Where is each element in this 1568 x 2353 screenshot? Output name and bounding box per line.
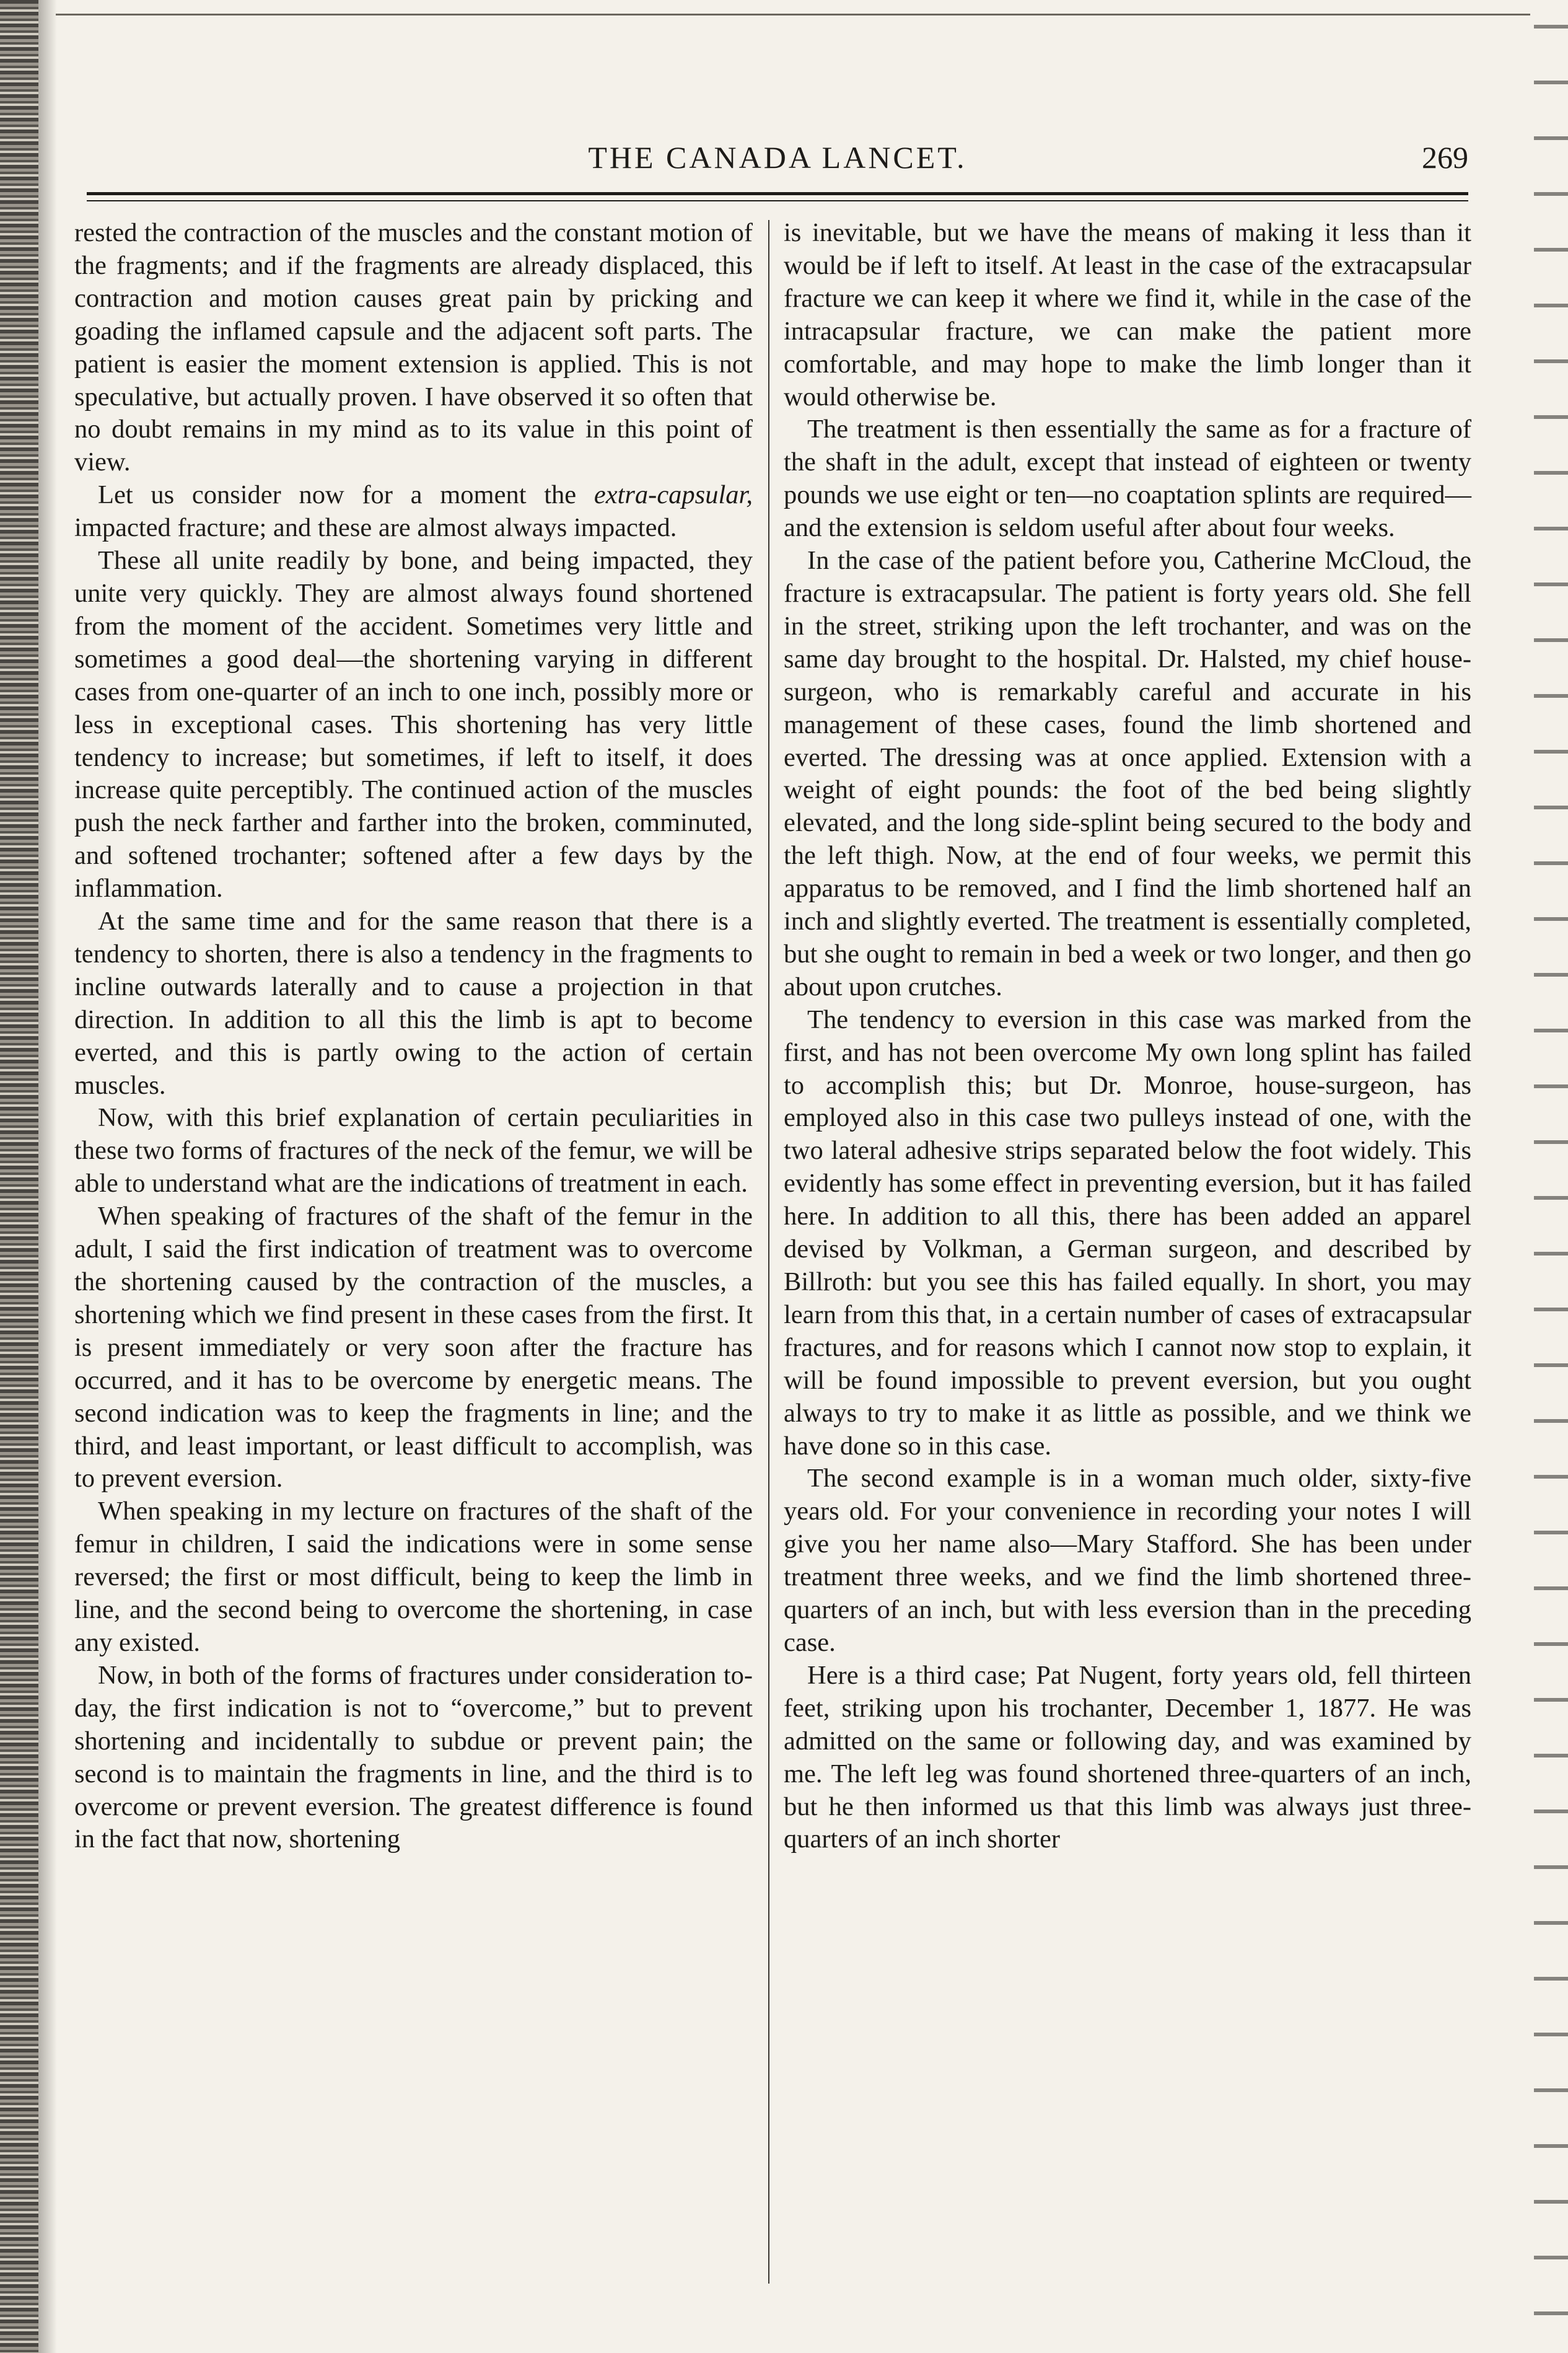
paragraph: These all unite readily by bone, and being impacted, they unite very quickly. They are almost always found shortened from the moment of the accident. Sometimes very little and sometimes a good deal—the shortening varying in different cases from one-quarter of an inch to one inch, possibly more or less in exceptional cases. This shortening has very little tendency to increase; but sometimes, if left to itself, it does increase quite perceptibly. The continued action of the muscles push the neck farther and farther into the broken, comminuted, and softened trochanter; softened after a few days by the inflammation. [74,546,753,904]
right-column [784,217,1471,1856]
paragraph: is inevitable, but we have the means of making it less than it would be if left to itself. At least in the case of the extracapsular fracture we can keep it where we find it, while in the case of the intracapsular fracture, we can make the patient more comfortable, and may hope to make the limb longer than it would otherwise be. [784,218,1471,411]
paragraph: The tendency to eversion in this case was marked from the first, and has not been overcome My own long splint has failed to accomplish this; but Dr. Monroe, house-surgeon, has employed also in this case two pulleys instead of one, with the two lateral adhesive strips separated below the foot widely. This evidently has some effect in preventing eversion, but it has failed here. In addition to all this, there has been added an apparel devised by Volkman, a German surgeon, and described by Billroth: but you see this has failed equally. In short, you may learn from this that, in a certain number of cases of extracapsular fractures, and for reasons which I cannot now stop to explain, it will be found impossible to prevent eversion, but you ought always to try to make it as little as possible, and we think we have done so in this case. [784,1005,1471,1461]
header-rule-thin [87,200,1468,201]
paragraph-text: Let us consider now for a moment the [98,480,594,510]
top-scan-line [56,14,1530,15]
column-divider [768,220,769,2284]
paragraph: When speaking of fractures of the shaft of the femur in the adult, I said the first indication of treatment was to overcome the shortening caused by the contraction of the muscles, a shortening which we find present in these cases from the first. It is present immediately or very soon after the fracture has occurred, and it has to be overcome by energetic means. The second indication was to keep the fragments in line; and the third, and least important, or least difficult to accomplish, was to prevent eversion. [74,1202,753,1493]
italic-term: extra-capsular, [593,480,753,510]
paragraph-text: impacted fracture; and these are almost always impacted. [74,513,677,543]
journal-title: THE CANADA LANCET. [588,140,967,175]
scan-edge-marks [1534,0,1568,2353]
paragraph: The treatment is then essentially the same as for a fracture of the shaft in the adult, except that instead of eighteen or twenty pounds we use eight or ten—no coaptation splints are required—and the extension is seldom useful after about four weeks. [784,415,1471,543]
paragraph: At the same time and for the same reason that there is a tendency to shorten, there is also a tendency in the fragments to incline outwards laterally and to cause a projection in that direction. In addition to all this the limb is apt to become everted, and this is partly owing to the action of certain muscles. [74,907,753,1100]
paragraph: When speaking in my lecture on fractures of the shaft of the femur in children, I said the indications were in some sense reversed; the first or most difficult, being to keep the limb in line, and the second being to overcome the shortening, in case any existed. [74,1497,753,1657]
paragraph: rested the contraction of the muscles and the constant motion of the fragments; and if the fragments are already displaced, this contraction and motion causes great pain by pricking and goading the inflamed capsule and the adjacent soft parts. The patient is easier the moment extension is applied. This is not speculative, but actually proven. I have observed it so often that no doubt remains in my mind as to its value in this point of view. [74,218,753,477]
paragraph: Here is a third case; Pat Nugent, forty years old, fell thirteen feet, striking upon his trochanter, December 1, 1877. He was admitted on the same or following day, and was examined by me. The left leg was found shortened three-quarters of an inch, but he then informed us that this limb was always just three-quarters of an inch shorter [784,1660,1471,1854]
paragraph [74,479,753,545]
page-number: 269 [1422,140,1468,175]
paragraph: The second example is in a woman much older, sixty-five years old. For your convenience in recording your notes I will give you her name also—Mary Stafford. She has been under treatment three weeks, and we find the limb shortened three-quarters of an inch, but with less eversion than in the preceding case. [784,1464,1471,1657]
binding-shadow [38,0,57,2353]
paragraph: Now, in both of the forms of fractures under consideration to-day, the first indication is not to “overcome,” but to prevent shortening and incidentally to subdue or prevent pain; the second is to maintain the fragments in line, and the third is to overcome or prevent eversion. The greatest difference is found in the fact that now, shortening [74,1660,753,1854]
paragraph: In the case of the patient before you, Catherine McCloud, the fracture is extracapsular. The patient is forty years old. She fell in the street, striking upon the left trochanter, and was on the same day brought to the hospital. Dr. Halsted, my chief house-surgeon, who is remarkably careful and accurate in his management of these cases, found the limb shortened and everted. The dressing was at once applied. Extension with a weight of eight pounds: the foot of the bed being slightly elevated, and the long side-splint being secured to the body and the left thigh. Now, at the end of four weeks, we permit this apparatus to be removed, and I find the limb shortened half an inch and slightly everted. The treatment is essentially completed, but she ought to remain in bed a week or two longer, and then go about upon crutches. [784,546,1471,1001]
header-rule-thick [87,192,1468,195]
paragraph: Now, with this brief explanation of certain peculiarities in these two forms of fractures of the neck of the femur, we will be able to understand what are the indications of treatment in each. [74,1103,753,1198]
binding-edge [0,0,38,2353]
running-header [87,139,1468,189]
left-column [74,217,753,1856]
